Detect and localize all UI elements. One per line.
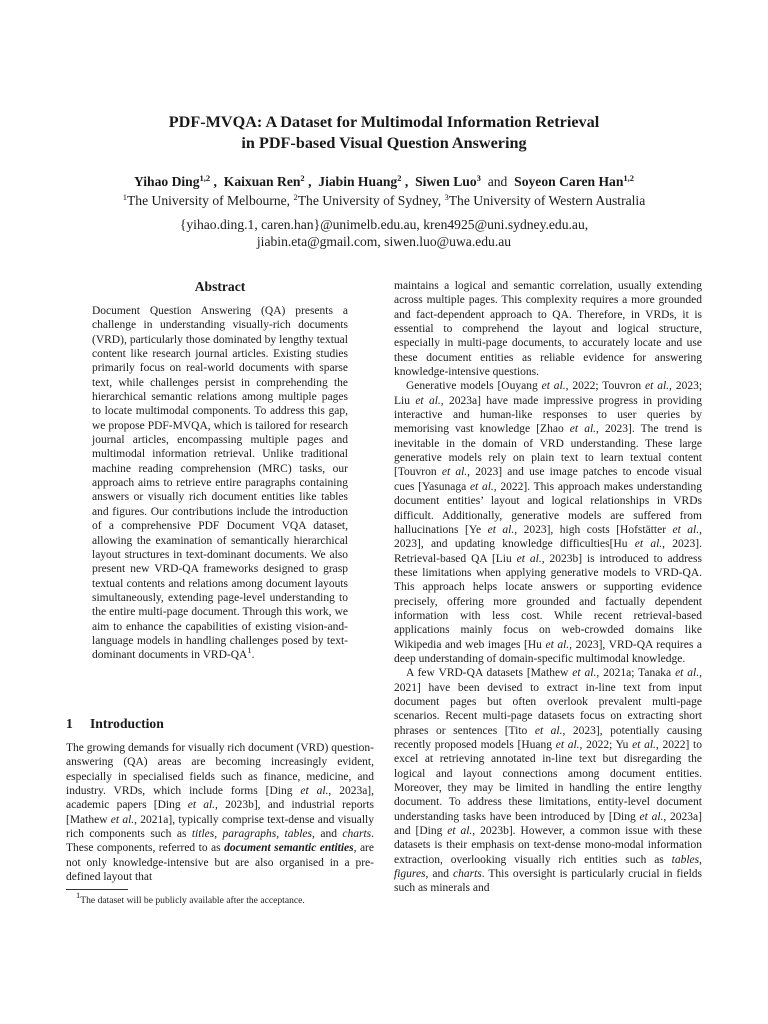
etal: et al. [555,739,580,751]
author-emails [40,216,728,250]
text-run: Generative models [Ouyang [406,380,542,393]
affil-sup: 3 [444,192,449,202]
paper-title [60,112,708,154]
abstract-body [92,304,348,663]
italic-term: charts [452,868,482,881]
text-run: , 2022]. This approach makes understanding document entities’ layout and logical relationships in VRDs difficult. Additionally, generative models are suffered from hallucinations [Ye [394,480,702,536]
etal: et al. [572,667,597,680]
text-run: , 2021a; Tanaka [596,667,676,680]
email-line-2: jiabin.eta@gmail.com, siwen.luo@uwa.edu.au [256,234,512,249]
text-run: , and [312,828,343,841]
affil-name: The University of Western Australia [448,193,646,208]
text-run: , [276,828,285,841]
etal: et al. [545,638,570,651]
etal: et al. [569,423,597,436]
text-run: The growing demands for visually rich document (VRD) question-answering (QA) areas are becoming increasingly evident, especially in specialised fields such as finance, medicine, and industry. VRDs, which include forms [Ding [66,742,374,798]
etal: et al. [672,523,700,536]
etal: et al. [300,785,329,798]
text-run: , 2023a] have made impressive progress in providing interactive and human-like responses to user queries by memorising vast knowledge [Zhao [394,394,703,436]
author-list: Yihao Ding$^{1,2}$ , Kaixuan Ren$^2$ , Jiabin Huang$^2$ , Siwen Luo$^3$ and Soyeon Caren Han$^{1,2}$ [133,173,635,189]
etal: et al. [639,810,664,823]
italic-term: paragraphs [222,828,277,841]
title-line-2: in PDF-based Visual Question Answering [241,134,527,152]
text-run: , 2022] to excel at retrieving annotated in-line text but disregarding the logical and layout connections among document entities. Moreover, they may be limited in handling the entire lengthy document. To address these limitations, entity-level document understanding tasks have been introduced by [Ding [394,739,702,823]
footnote [66,890,305,907]
text-run: , 2023], potentially causing recently proposed models [Huang [394,724,702,751]
right-paragraph-3 [394,666,702,896]
author-affil-sup: 1,2 [199,173,211,183]
affil-name: The University of Sydney, [297,193,442,208]
text-run: maintains a logical and semantic correlation, usually extending across multiple pages. This complexity requires a more grounded and fact-dependent approach to QA. Therefore, in VRDs, it is essential to comprehend the layout and logical structure, especially in multi-page documents, to accurately locate and use these document entities as reliable evidence for answering knowledge-intensive questions. [394,280,702,379]
etal: et al. [441,466,468,479]
text-run: , 2023], and updating knowledge difficulties[Hu [394,523,703,551]
footnote-text: The dataset will be publicly available after the acceptance. [80,895,305,906]
author-affil-sup: 3 [476,173,481,183]
text-run: , 2021] have been devised to extract in-line text from input document pages but often overlook prevalent multi-page scenarios. Recent multi-page datasets focus on extracting short phrases or sentences [Tito [394,667,702,737]
etal: et al. [634,538,663,551]
etal: et al. [487,523,515,536]
text-run: , 2023]. The trend is inevitable in the domain of VRD understanding. These large generative models rely on plain text to learn textual content [Touvron [394,423,702,479]
etal: et al. [469,480,494,493]
text-run: , [699,853,702,866]
text-run: , 2023b] is introduced to address these limitations when applying generative models to VRD-QA. This approach helps locate answers or supporting evidence precisely, offering more grounded and factually dependent information with less cost. While recent retrieval-based applications mainly focus on web-crowded domains like Wikipedia and web images [Hu [394,552,702,651]
etal: et al. [110,813,135,826]
intro-section-heading [66,716,164,732]
italic-term: charts [342,828,372,841]
author-name: Kaixuan Ren [223,174,301,189]
title-line-1: PDF-MVQA: A Dataset for Multimodal Information Retrieval [168,113,600,131]
text-run: , 2023], high costs [Hofstätter [514,523,673,536]
text-run: , [214,828,223,841]
section-number: 1 [66,716,73,731]
etal: et al. [415,394,441,407]
footnote-number: 1 [76,890,81,900]
intro-paragraph [66,741,374,884]
text-run: . These components, referred to as [66,828,375,855]
affil-name: The University of Melbourne, [127,193,291,208]
text-run: , are not only knowledge-intensive but are also organised in a pre-defined layout that [66,842,374,884]
text-run: , 2023a] and [Ding [394,810,702,838]
italic-term: titles [191,828,215,841]
italic-term: tables [284,828,313,841]
author-affil-sup: 2 [300,173,305,183]
text-run: , 2022; Touvron [565,380,646,393]
text-run: . This oversight is particularly crucial in fields such as minerals and [394,868,702,895]
text-run: A few VRD-QA datasets [Mathew [406,667,573,680]
author-name: Siwen Luo [415,174,477,189]
right-paragraph-2 [394,379,702,666]
bold-italic-term: document semantic entities [224,842,354,855]
footnote-marker[interactable]: 1 [247,645,252,656]
right-column [394,279,702,896]
etal: et al. [645,380,670,393]
italic-term: tables [671,853,700,866]
email-line-1: {yihao.ding.1, caren.han}@unimelb.edu.au, kren4925@uni.sydney.edu.au, [179,217,589,232]
text-run: , 2023], VRD-QA requires a deep understanding of domain-specific multimodal knowledge. [394,638,702,665]
section-title: Introduction [90,716,164,731]
etal: et al. [534,724,563,737]
affil-sup: 2 [293,192,298,202]
author-name: Jiabin Huang [318,174,398,189]
affiliations [40,192,728,210]
author-affil-sup: 2 [397,173,402,183]
etal: et al. [675,667,700,680]
text-run: , 2023] and use image patches to encode visual cues [Yasunaga [394,466,702,493]
text-run: , 2022; Yu [579,739,633,751]
abstract-period: . [251,649,255,662]
right-paragraph-1 [394,279,702,379]
text-run: , 2023; Liu [394,380,703,407]
etal: et al. [516,552,542,565]
text-run: , and [425,868,453,881]
etal: et al. [541,380,566,393]
author-name: Yihao Ding [133,174,200,189]
abstract-text: Document Question Answering (QA) presents a challenge in understanding visually-rich documents (VRD), particularly those dominated by lengthy textual content like research journal articles. Existing studies primarily focus on real-world documents with sparse text, while challenges persist in comprehending the hierarchical semantic relations among multiple pages to locate multimodal components. To address this gap, we propose PDF-MVQA, which is tailored for research journal articles, encompassing multiple pages and multimodal information retrieval. Unlike traditional machine reading comprehension (MRC) tasks, our approach aims to retrieve entire paragraphs containing answers or visually rich document entities like tables and figures. Our contributions include the introduction of a comprehensive PDF Document VQA dataset, allowing the examination of semantically hierarchical layout structures in text-dominant documents. We also present new VRD-QA frameworks designed to grasp textual contents and relations among document layouts simultaneously, extending page-level understanding to the entire multi-page document. Through this work, we aim to enhance the capabilities of existing vision-and-language models in handling challenges posed by text-dominant documents in VRD-QA [92,305,348,662]
text-run: , 2023a], academic papers [Ding [66,785,375,812]
etal: et al. [447,825,473,838]
text-run: , 2023b]. However, a common issue with these datasets is their emphasis on text-dense mono-modal information extraction, overlooking visually rich entities such as [394,825,702,866]
text-run: , 2023b], and industrial reports [Mathew [66,799,375,826]
etal: et al. [632,739,656,751]
text-run: , 2023]. Retrieval-based QA [Liu [394,538,702,565]
abstract-heading: Abstract [194,279,246,294]
etal: et al. [187,799,216,812]
affil-sup: 1 [122,192,127,202]
text-run: , 2021a], typically comprise text-dense and visually rich components such as [66,813,374,841]
author-affil-sup: 1,2 [623,173,635,183]
author-name: Soyeon Caren Han [514,174,624,189]
author-and: and [487,174,508,189]
italic-term: figures [394,868,426,881]
